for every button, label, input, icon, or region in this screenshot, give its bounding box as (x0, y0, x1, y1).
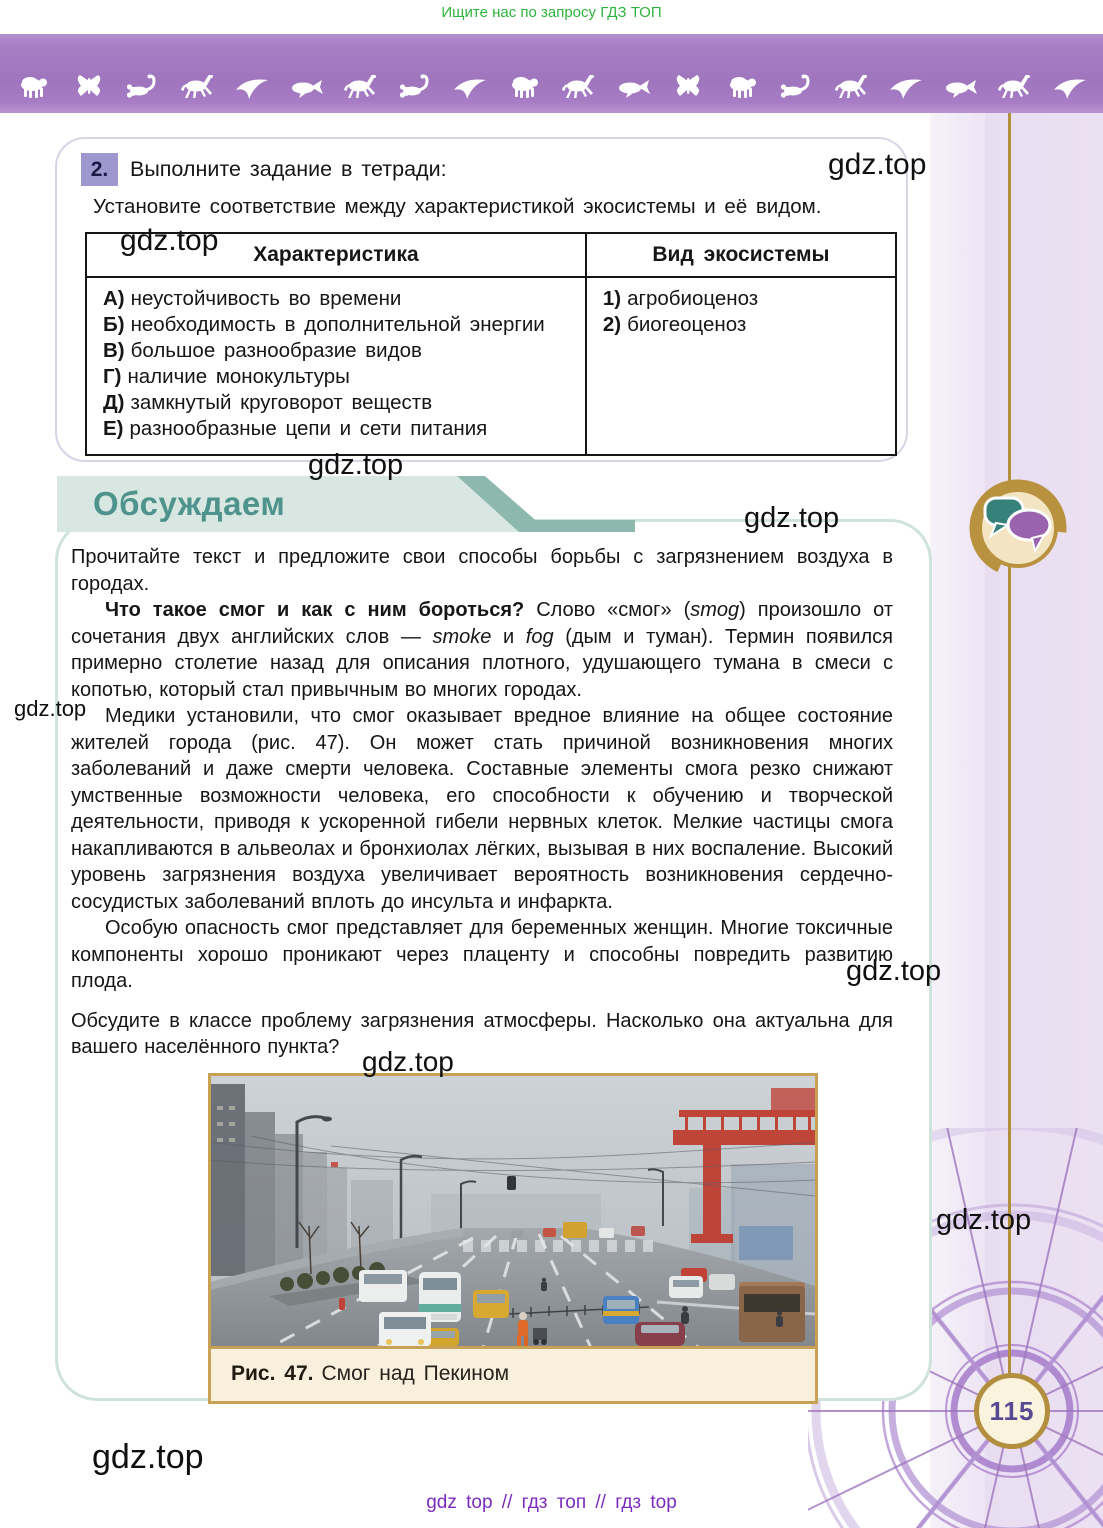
watermark-text: gdz.top (936, 1204, 1032, 1236)
smog-paragraph (71, 597, 893, 703)
column-header-characteristic: Характеристика (86, 233, 586, 277)
row-letter: Е) (103, 417, 124, 440)
figure-47 (208, 1073, 818, 1404)
watermark-text: gdz.top (744, 502, 840, 534)
row-letter: Б) (103, 313, 125, 336)
discuss-panel (55, 519, 932, 1401)
task-instruction: Выполните задание в тетради: (130, 157, 447, 181)
task-number-box: 2. (81, 153, 118, 186)
discuss-intro: Прочитайте текст и предложите свои способы борьбы с загрязнением воздуха в городах. (71, 546, 893, 595)
animal-silhouettes-icons (0, 34, 1103, 113)
discuss-section-title: Обсуждаем (93, 485, 286, 522)
footer-links: gdz top // гдз топ // гдз top (426, 1492, 677, 1513)
class-discussion-paragraph: Обсудите в классе проблему загрязнения атмосферы. Насколько она актуальна для вашего населённого пункта? (71, 1009, 893, 1058)
figure-caption (211, 1349, 815, 1401)
yellow-taxi (473, 1290, 509, 1318)
row-text: замкнутый круговорот веществ (130, 391, 433, 414)
white-van (359, 1270, 407, 1302)
figure-label: Рис. 47. (231, 1361, 314, 1385)
table-row (103, 390, 575, 416)
watermark-text: gdz.top (846, 955, 942, 987)
characteristics-cell (86, 277, 586, 455)
smog-text: ) произошло от сочетания двух английских слов — (71, 599, 893, 648)
trolley (739, 1282, 805, 1342)
discuss-section-banner (57, 476, 635, 532)
blue-taxi (603, 1296, 639, 1324)
table-row (103, 364, 575, 390)
maroon-sedan (635, 1322, 685, 1346)
watermark-text: gdz.top (120, 224, 219, 257)
table-row (103, 338, 575, 364)
smog-term: fog (525, 625, 554, 648)
medics-paragraph: Медики установили, что смог оказывает вредное влияние на общее состояние жителей города (рис. 47). Он может стать причиной возникновения многих заболеваний и даже смерти человека. Составные элементы смога резко снижают умственные возможности человека, его способности к обучению и творческой деятельности, приводя к ускоренной гибели нервных клеток. Мелкие частицы смога накапливаются в альвеолах и бронхиолах лёгких, вызывая в них воспаление. Высокий уровень загрязнения воздуха увеличивает вероятность возникновения сердечно-сосудистых заболеваний вплоть до инсульта и инфаркта. (71, 705, 893, 913)
table-row (603, 286, 885, 312)
row-number: 1) (602, 287, 622, 310)
watermark-text: gdz.top (362, 1046, 454, 1077)
row-text: неустойчивость во времени (130, 287, 402, 310)
row-text: биогеоценоз (627, 313, 747, 336)
task-subtitle: Установите соответствие между характеристикой экосистемы и её видом. (93, 195, 822, 218)
gold-vertical-rule (1008, 113, 1011, 1375)
row-text: большое разнообразие видов (130, 339, 422, 362)
page-number-badge (974, 1373, 1050, 1449)
task-header (81, 153, 888, 186)
table-row (103, 416, 575, 442)
pregnant-paragraph: Особую опасность смог представляет для беременных женщин. Многие токсичные компоненты хорошо проникают через плаценту и способны повредить развитию плода. (71, 917, 893, 992)
table-row (103, 312, 575, 338)
page-number: 115 (989, 1395, 1035, 1426)
animal-silhouettes-banner (0, 34, 1103, 113)
watermark-text: gdz.top (92, 1438, 204, 1476)
top-notice: Ищите нас по запросу ГДЗ ТОП (441, 4, 662, 21)
smog-term: smog (690, 599, 740, 621)
white-truck (379, 1312, 431, 1346)
figure-caption-text: Смог над Пекином (321, 1361, 510, 1385)
ecosystem-types-cell (586, 277, 896, 455)
watermark-text: gdz.top (308, 449, 404, 481)
matching-table (85, 232, 897, 456)
smog-text: Слово «смог» ( (524, 599, 691, 621)
table-row (603, 312, 885, 338)
table-row (103, 286, 575, 312)
smog-text: (дым и туман). Термин появился примерно столетие назад для описания плотного, удушающего тумана в смеси с копотью, который стал привычным во многих городах. (71, 625, 893, 701)
smog-photo (211, 1076, 815, 1349)
row-text: необходимость в дополнительной энергии (130, 313, 545, 336)
row-number: 2) (602, 313, 622, 336)
watermark-text: gdz.top (14, 696, 87, 721)
row-letter: В) (103, 339, 125, 362)
discussion-speech-bubbles-icon (963, 473, 1073, 583)
watermark-text: gdz.top (828, 148, 927, 181)
row-text: наличие монокультуры (127, 365, 350, 388)
row-letter: Д) (103, 391, 125, 414)
row-letter: Г) (103, 365, 122, 388)
task-panel (55, 137, 908, 462)
column-header-ecosystem-type: Вид экосистемы (586, 233, 896, 277)
row-text: агробиоценоз (627, 287, 759, 310)
smog-term: smoke (432, 625, 492, 648)
row-text: разнообразные цепи и сети питания (129, 417, 488, 440)
smog-text: и (491, 625, 526, 648)
smog-lead: Что такое смог и как с ним бороться? (105, 599, 525, 621)
row-letter: А) (103, 287, 125, 310)
